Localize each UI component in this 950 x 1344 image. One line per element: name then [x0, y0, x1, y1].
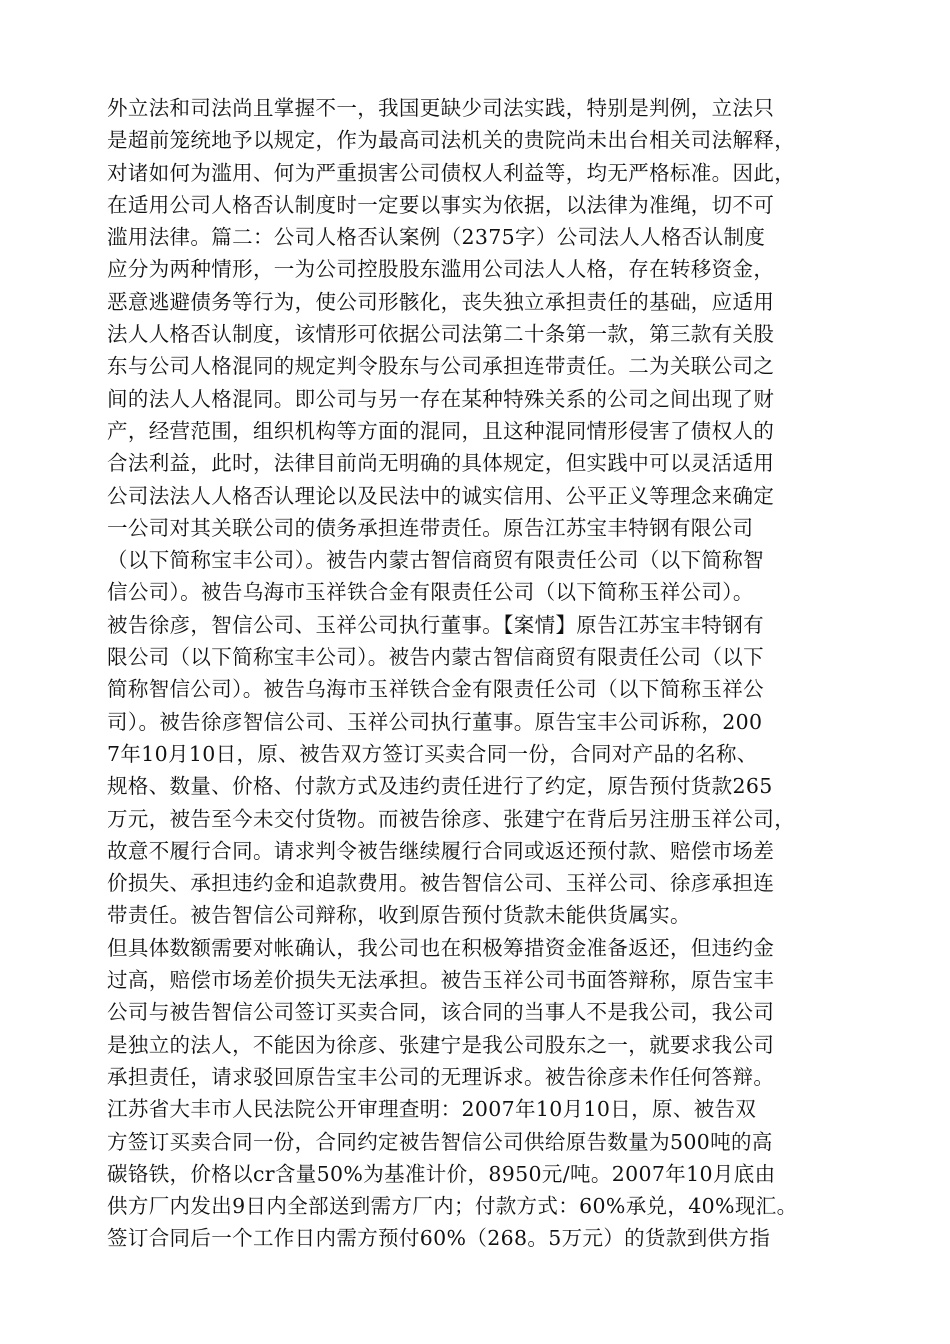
- text-line: 法人人格否认制度，该情形可依据公司法第二十条第一款，第三款有关股: [107, 322, 775, 347]
- text-line: 是超前笼统地予以规定，作为最高司法机关的贵院尚未出台相关司法解释，: [107, 128, 796, 153]
- text-line: 东与公司人格混同的规定判令股东与公司承担连带责任。二为关联公司之: [107, 354, 775, 379]
- text-line: 在适用公司人格否认制度时一定要以事实为依据，以法律为准绳，切不可: [107, 192, 775, 217]
- text-line: 一公司对其关联公司的债务承担连带责任。原告江苏宝丰特钢有限公司: [107, 515, 754, 540]
- text-line: 滥用法律。篇二：公司人格否认案例（2375字）公司法人人格否认制度: [107, 225, 766, 250]
- text-line: 但具体数额需要对帐确认，我公司也在积极筹措资金准备返还，但违约金: [107, 935, 775, 960]
- text-line: 是独立的法人，不能因为徐彦、张建宁是我公司股东之一，就要求我公司: [107, 1032, 775, 1057]
- text-line: 外立法和司法尚且掌握不一，我国更缺少司法实践，特别是判例，立法只: [107, 96, 775, 120]
- text-line: 信公司）。被告乌海市玉祥铁合金有限责任公司（以下简称玉祥公司）。: [107, 580, 754, 605]
- text-line: 公司与被告智信公司签订买卖合同，该合同的当事人不是我公司，我公司: [107, 1000, 775, 1025]
- text-line: 江苏省大丰市人民法院公开审理查明：2007年10月10日，原、被告双: [107, 1097, 757, 1122]
- text-line: 价损失、承担违约金和追款费用。被告智信公司、玉祥公司、徐彦承担连: [107, 871, 775, 896]
- text-line: 碳铬铁，价格以cr含量50%为基准计价，8950元/吨。2007年10月底由: [107, 1161, 776, 1186]
- text-line: 签订合同后一个工作日内需方预付60%（268。5万元）的货款到供方指: [107, 1226, 771, 1251]
- text-line: 简称智信公司）。被告乌海市玉祥铁合金有限责任公司（以下简称玉祥公: [107, 677, 764, 702]
- text-line: 司）。被告徐彦智信公司、玉祥公司执行董事。原告宝丰公司诉称，200: [107, 709, 763, 734]
- text-line: 带责任。被告智信公司辩称，收到原告预付货款未能供货属实。: [107, 903, 691, 928]
- text-line: 应分为两种情形，一为公司控股股东滥用公司法人人格，存在转移资金，: [107, 257, 775, 282]
- text-line: 对诸如何为滥用、何为严重损害公司债权人利益等，均无严格标准。因此，: [107, 160, 796, 185]
- text-line: 产，经营范围，组织机构等方面的混同，且这种混同情形侵害了债权人的: [107, 418, 775, 443]
- text-line: 方签订买卖合同一份，合同约定被告智信公司供给原告数量为500吨的高: [107, 1129, 773, 1154]
- text-line: 合法利益，此时，法律目前尚无明确的具体规定，但实践中可以灵活适用: [107, 451, 775, 476]
- text-line: 万元，被告至今未交付货物。而被告徐彦、张建宁在背后另注册玉祥公司，: [107, 806, 796, 831]
- text-line: 故意不履行合同。请求判令被告继续履行合同或返还预付款、赔偿市场差: [107, 838, 775, 863]
- text-line: 7年10月10日，原、被告双方签订买卖合同一份，合同对产品的名称、: [107, 741, 758, 766]
- text-line: 限公司（以下简称宝丰公司）。被告内蒙古智信商贸有限责任公司（以下: [107, 645, 764, 670]
- text-line: 恶意逃避债务等行为，使公司形骸化，丧失独立承担责任的基础，应适用: [107, 289, 775, 314]
- text-line: 间的法人人格混同。即公司与另一存在某种特殊关系的公司之间出现了财: [107, 386, 775, 411]
- text-line: （以下简称宝丰公司）。被告内蒙古智信商贸有限责任公司（以下简称智: [107, 548, 764, 573]
- text-line: 规格、数量、价格、付款方式及违约责任进行了约定，原告预付货款265: [107, 774, 773, 799]
- text-line: 承担责任，请求驳回原告宝丰公司的无理诉求。被告徐彦未作任何答辩。: [107, 1064, 775, 1089]
- document-body: [107, 92, 867, 1255]
- text-line: 被告徐彦，智信公司、玉祥公司执行董事。【案情】原告江苏宝丰特钢有: [107, 612, 764, 637]
- text-line: 供方厂内发出9日内全部送到需方厂内；付款方式：60%承兑，40%现汇。: [107, 1194, 798, 1219]
- text-line: 公司法法人人格否认理论以及民法中的诚实信用、公平正义等理念来确定: [107, 483, 775, 508]
- text-line: 过高，赔偿市场差价损失无法承担。被告玉祥公司书面答辩称，原告宝丰: [107, 968, 775, 993]
